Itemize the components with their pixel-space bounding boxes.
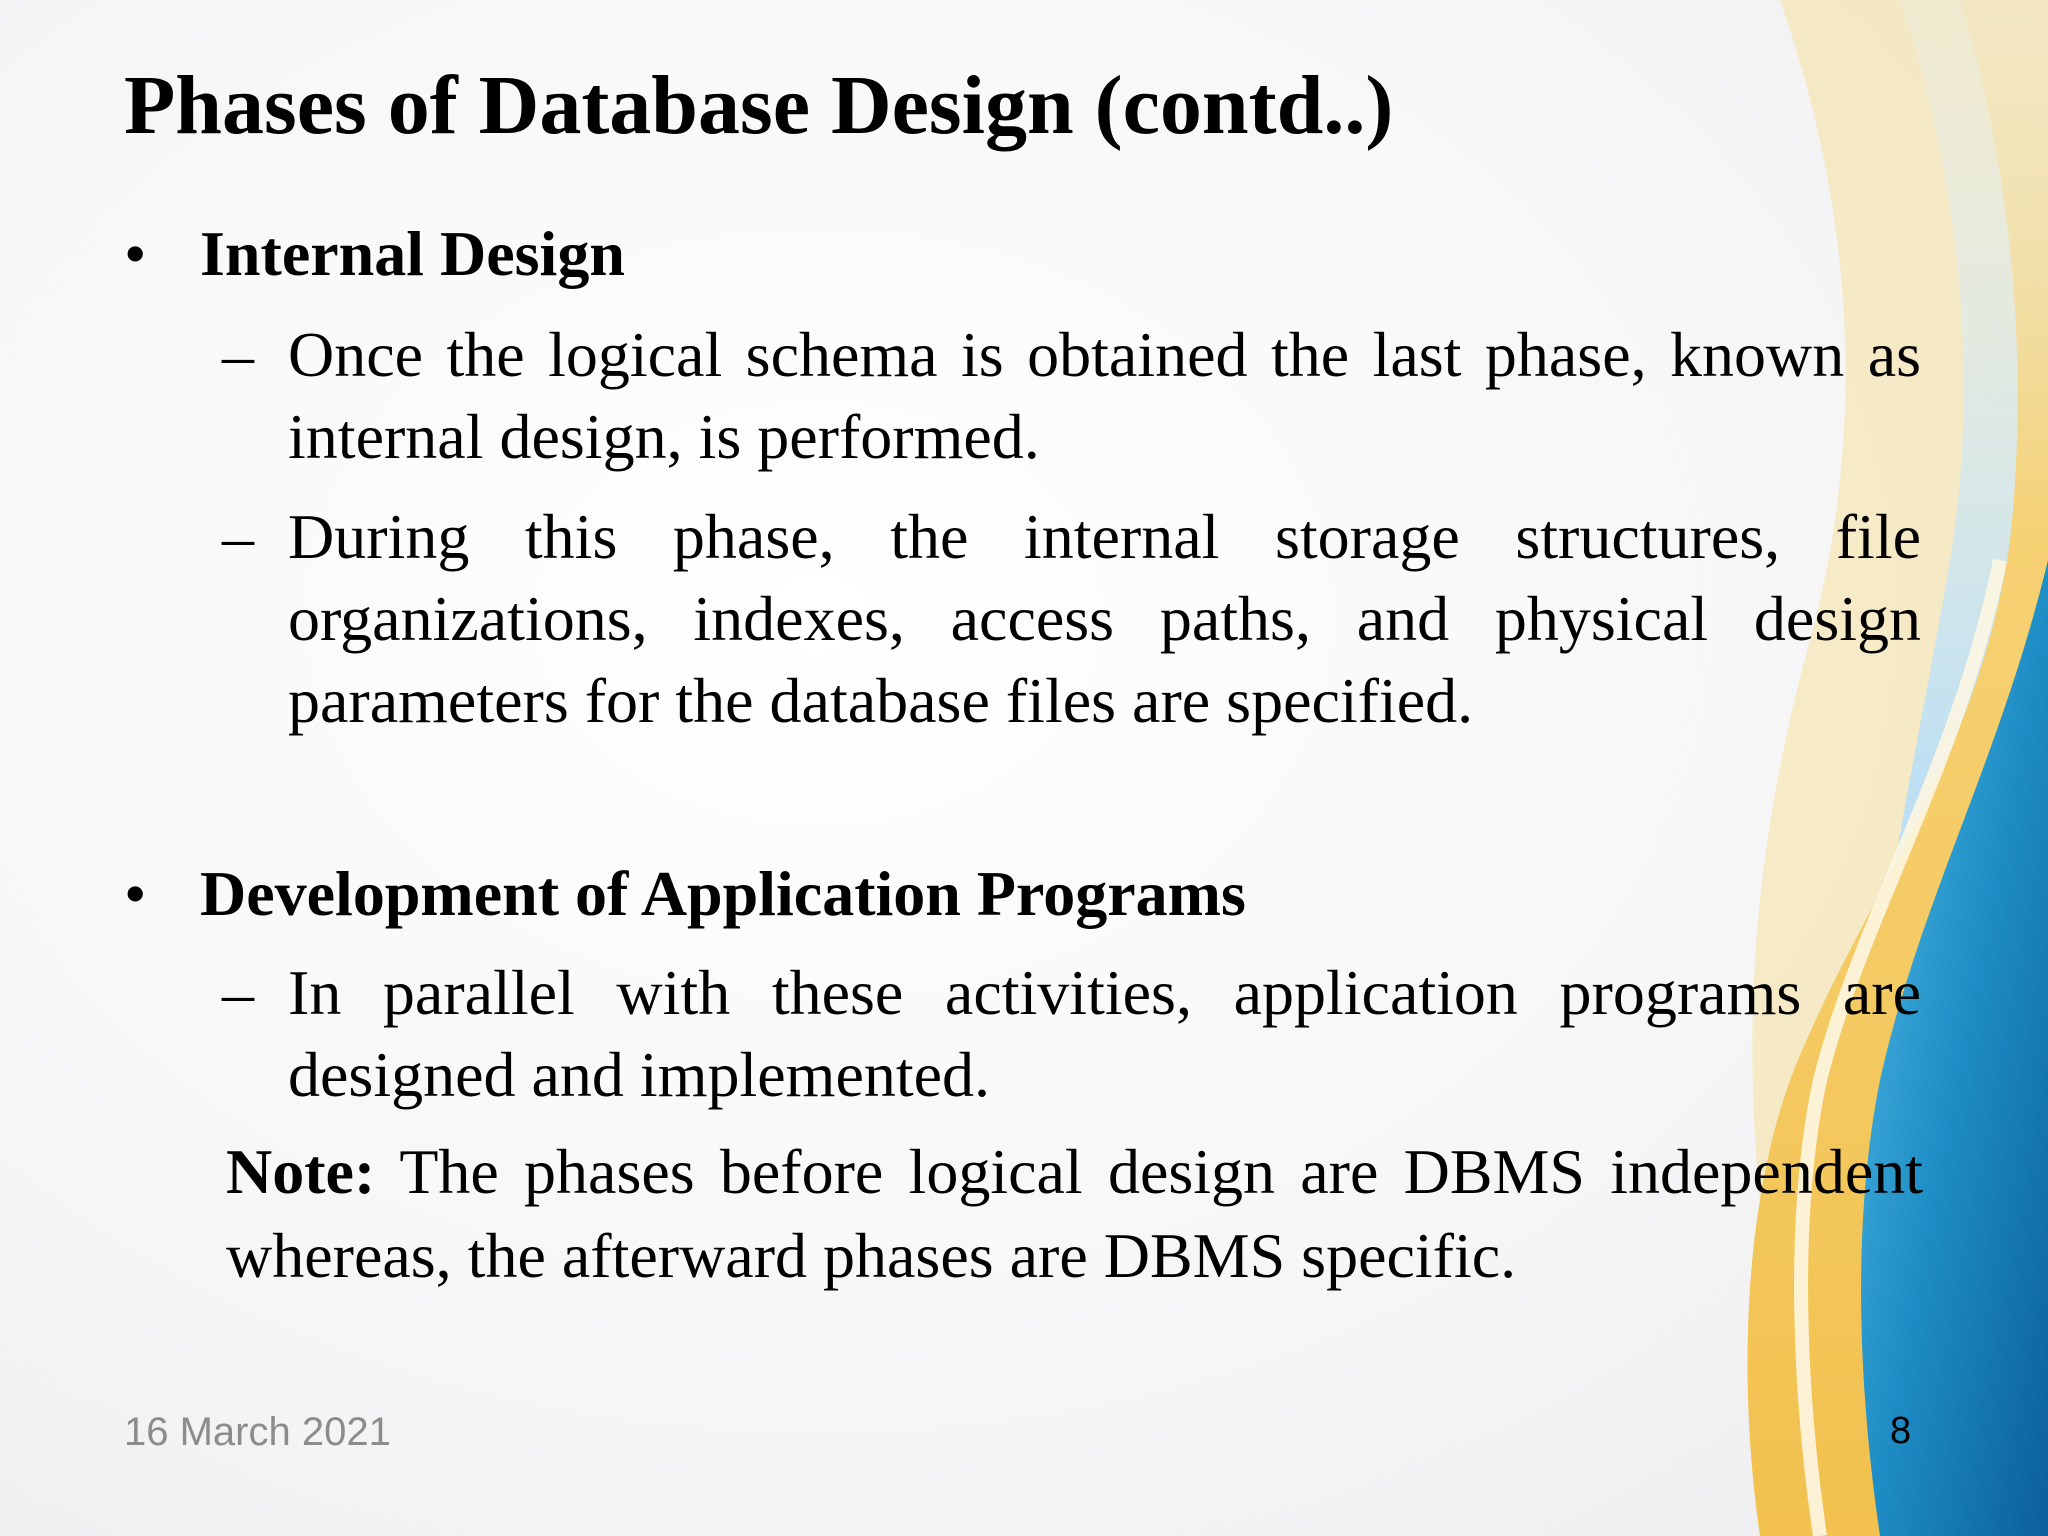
bullet-heading-internal-design <box>124 218 625 289</box>
note-label: Note: <box>226 1136 376 1207</box>
sub-point-text: In parallel with these activities, application programs are designed and implemented. <box>288 957 1921 1110</box>
note-text: The phases before logical design are DBMS independent whereas, the afterward phases are DBMS specific. <box>226 1136 1924 1291</box>
bullet-marker: • <box>124 218 147 289</box>
sub-point-text: During this phase, the internal storage structures, file organizations, indexes, access paths, and physical design parameters for the database files are specified. <box>288 501 1921 736</box>
sub-point <box>224 952 1921 1116</box>
dash-marker: – <box>222 319 254 390</box>
note-paragraph <box>226 1130 1923 1298</box>
slide-title: Phases of Database Design (contd..) <box>124 59 1394 152</box>
bullet-marker: • <box>124 858 147 929</box>
sub-point <box>224 496 1921 742</box>
dash-marker: – <box>222 501 254 572</box>
bullet-heading-text: Development of Application Programs <box>200 858 1246 929</box>
bullet-heading-text: Internal Design <box>200 218 625 289</box>
page-number: 8 <box>1890 1410 1912 1452</box>
dash-marker: – <box>222 957 254 1028</box>
sub-point <box>224 314 1921 478</box>
footer-date: 16 March 2021 <box>124 1410 391 1454</box>
sub-point-text: Once the logical schema is obtained the last phase, known as internal design, is performed. <box>288 319 1921 472</box>
bullet-heading-development <box>124 858 1246 929</box>
